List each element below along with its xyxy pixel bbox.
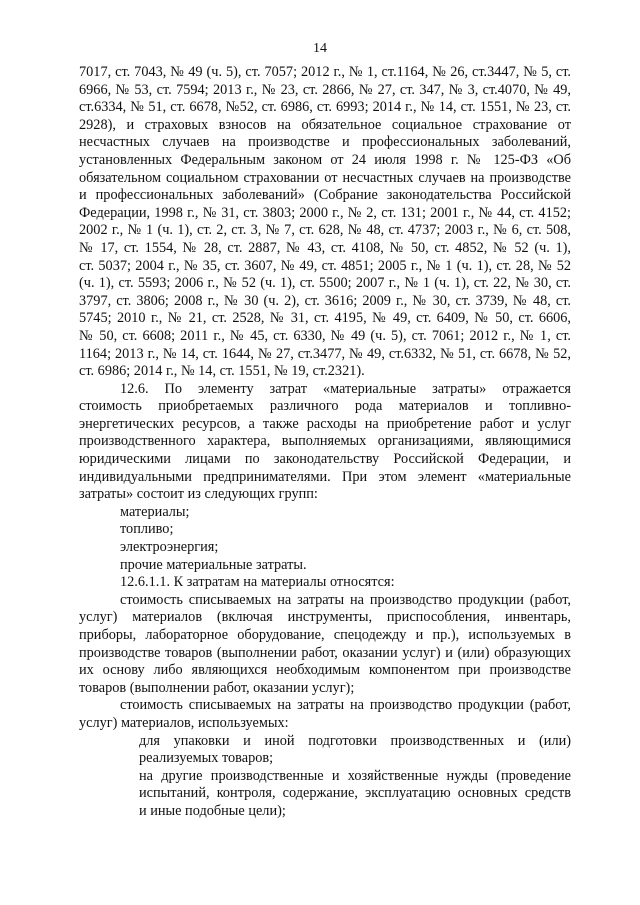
text-line: услуг) материалов (включая инструменты, приспособления, инвентарь, (79, 609, 571, 626)
text-line: затраты» состоит из следующих групп: (79, 486, 318, 503)
text-line: стоимость списываемых на затраты на производство продукции (работ, (120, 591, 571, 608)
text-line: (ч. 1), ст. 5593; 2006 г., № 52 (ч. 1), ст. 5500; 2007 г., № 1 (ч. 1), ст. 22, № 30, ст. (79, 275, 571, 292)
page-number: 14 (313, 41, 327, 56)
text-line: № 50, ст. 6608; 2011 г., № 45, ст. 6330, № 49 (ч. 5), ст. 7061; 2012 г., № 1, ст. (79, 327, 571, 344)
text-line: 12.6. По элементу затрат «материальные затраты» отражается (120, 380, 571, 397)
text-line: обязательном социальном страховании от несчастных случаев на производстве (79, 169, 571, 186)
text-line: прочие материальные затраты. (120, 556, 307, 573)
text-line: № 17, ст. 1554, № 28, ст. 2887, № 43, ст. 4108, № 50, ст. 4852, № 52 (ч. 1), (79, 239, 571, 256)
text-line: стоимость приобретаемых различного рода материалов и топливно- (79, 398, 571, 415)
text-line: 2002 г., № 1 (ч. 1), ст. 2, ст. 3, № 7, ст. 628, № 48, ст. 4737; 2003 г., № 6, ст. 508, (79, 222, 571, 239)
text-line: Федерации, 1998 г., № 31, ст. 3803; 2000 г., № 2, ст. 131; 2001 г., № 44, ст. 4152; (79, 204, 571, 221)
text-line: 7017, ст. 7043, № 49 (ч. 5), ст. 7057; 2012 г., № 1, ст.1164, № 26, ст.3447, № 5, ст. (79, 64, 571, 80)
text-line: юридическими лицами по законодательству Российской Федерации, и (79, 451, 571, 468)
text-line: ст. 5037; 2004 г., № 35, ст. 3607, № 49, ст. 4851; 2005 г., № 1 (ч. 1), ст. 28, № 52 (79, 257, 571, 274)
text-line: производстве товаров (выполнении работ, оказании услуг) и (или) образующих (79, 644, 571, 661)
document-body (79, 64, 571, 821)
text-line: и иные подобные цели); (139, 802, 286, 819)
text-line: и профессиональных заболеваний» (Собрание законодательства Российской (79, 187, 571, 204)
text-line: 5745; 2010 г., № 21, ст. 2528, № 31, ст. 4195, № 49, ст. 6409, № 50, ст. 6606, (79, 310, 571, 327)
text-line: стоимость списываемых на затраты на производство продукции (работ, (120, 697, 571, 714)
text-line: энергетических ресурсов, а также расходы на приобретение работ и услуг (79, 415, 571, 432)
text-line: для упаковки и иной подготовки производственных и (или) (139, 732, 571, 749)
text-line: 6966, № 53, ст. 7594; 2013 г., № 23, ст. 2866, № 27, ст. 347, № 3, ст.4070, № 49, (79, 81, 571, 98)
text-line: товаров (выполнении работ, оказании услуг); (79, 679, 355, 696)
text-line: материалы; (120, 503, 190, 520)
text-line: 2928), и страховых взносов на обязательное социальное страхование от (79, 116, 571, 133)
text-line: ст. 6986; 2014 г., № 14, ст. 1551, № 19, ст.2321). (79, 363, 365, 380)
text-line: ст.6334, № 51, ст. 6678, №52, ст. 6986, ст. 6993; 2014 г., № 14, ст. 1551, № 23, ст. (79, 99, 571, 116)
text-line: несчастных случаев на производстве и профессиональных заболеваний, (79, 134, 571, 151)
text-line: 1164; 2013 г., № 14, ст. 1644, № 27, ст.3477, № 49, ст.6332, № 51, ст. 6678, № 52, (79, 345, 571, 362)
text-line: производственного характера, выполняемых организациями, являющимися (79, 433, 571, 450)
text-line: 12.6.1.1. К затратам на материалы относятся: (120, 574, 395, 591)
text-line: индивидуальными предпринимателями. При этом элемент «материальные (79, 468, 571, 485)
text-line: приборы, лабораторное оборудование, спецодежду и пр.), используемых в (79, 627, 571, 643)
text-line: установленных Федеральным законом от 24 июля 1998 г. № 125-ФЗ «Об (79, 151, 571, 168)
text-line: топливо; (120, 521, 174, 538)
text-line: их основу либо являющихся необходимым компонентом при производстве (79, 662, 571, 679)
text-line: 3797, ст. 3806; 2008 г., № 30 (ч. 2), ст. 3616; 2009 г., № 30, ст. 3739, № 48, ст. (79, 292, 571, 309)
text-line: испытаний, контроля, содержание, эксплуатацию основных средств (139, 785, 571, 802)
text-line: услуг) материалов, используемых: (79, 714, 289, 731)
text-line: на другие производственные и хозяйственные нужды (проведение (139, 767, 571, 784)
text-line: электроэнергия; (120, 539, 219, 556)
text-line: реализуемых товаров; (139, 750, 274, 767)
